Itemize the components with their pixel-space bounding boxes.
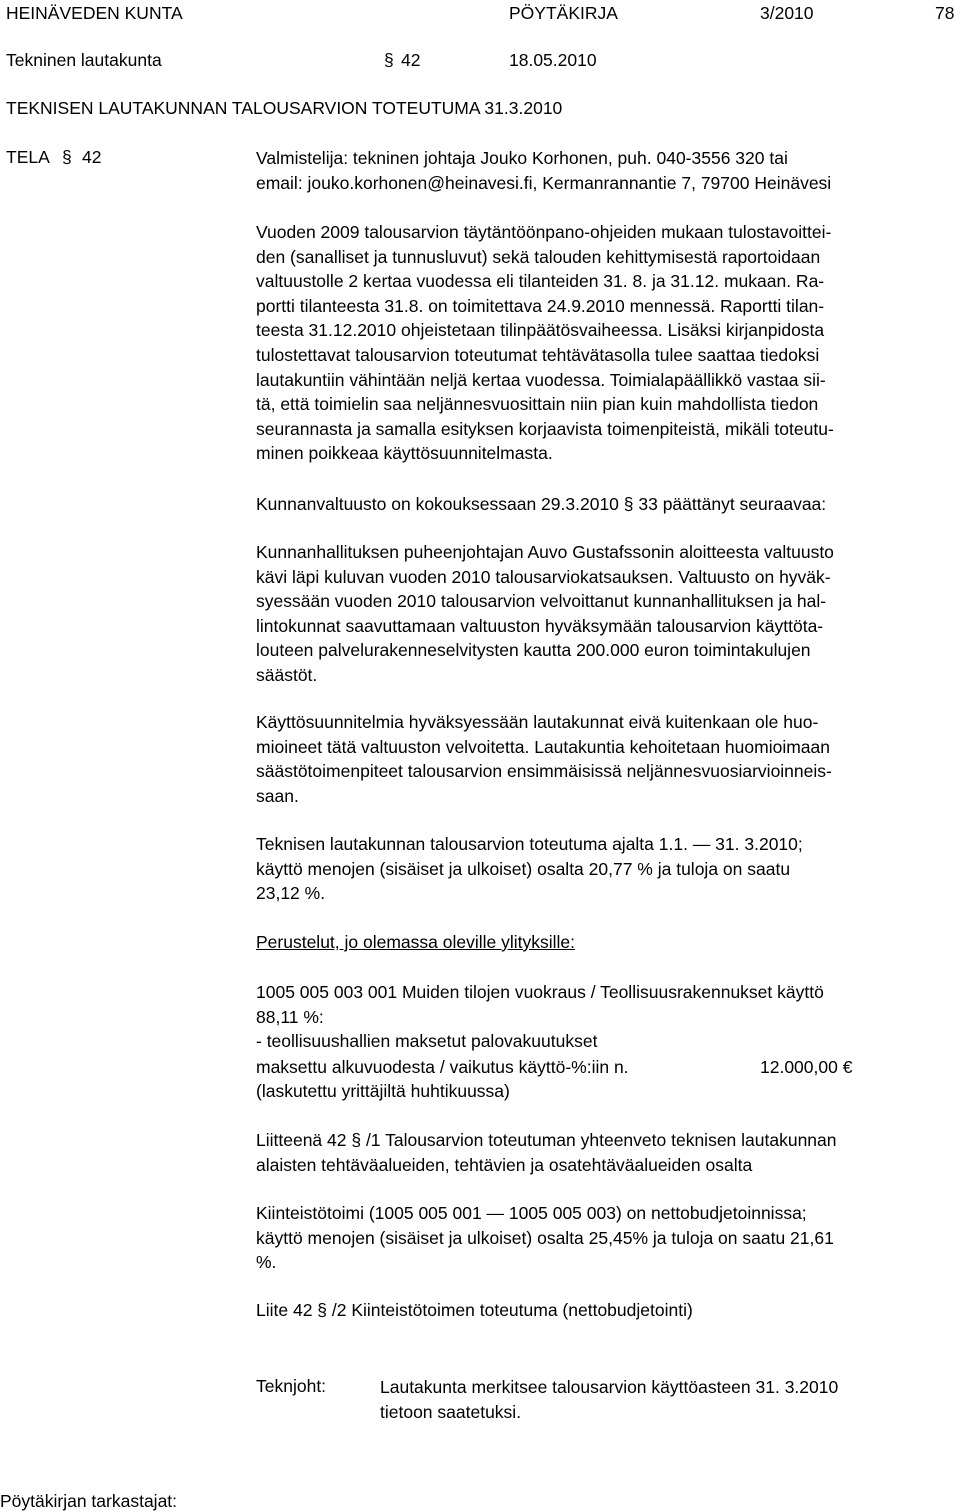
- tela-number: 42: [82, 147, 102, 167]
- meeting-date: 18.05.2010: [509, 50, 597, 70]
- section-sign: §: [384, 50, 394, 70]
- paragraph-savings-obligation: Käyttösuunnitelmia hyväksyessään lautakunnat eivä kuitenkaan ole huo- mioineet tätä valtuuston velvoitetta. Lautakuntia kehoitetaan huomioimaan säästötoimenpiteet talousarvion ensimmäisissä neljännesvuosiarvioinneis- saan.: [256, 712, 832, 806]
- paragraph-council-decision: Kunnanvaltuusto on kokouksessaan 29.3.2010 § 33 päättänyt seuraavaa:: [256, 494, 827, 514]
- appendix-2-reference: Liite 42 § /2 Kiinteistötoimen toteutuma (nettobudjetointi): [256, 1300, 693, 1320]
- tela-label: TELA: [6, 147, 50, 167]
- proposal-label: Teknjoht:: [256, 1376, 327, 1396]
- document-title: TEKNISEN LAUTAKUNNAN TALOUSARVION TOTEUTUMA 31.3.2010: [6, 98, 563, 118]
- proposal-text: Lautakunta merkitsee talousarvion käyttöasteen 31. 3.2010 tietoon saatetuksi.: [380, 1377, 839, 1422]
- footer-reviewers: Pöytäkirjan tarkastajat:: [0, 1491, 178, 1511]
- committee-name: Tekninen lautakunta: [6, 50, 162, 70]
- paid-line-text: maksettu alkuvuodesta / vaikutus käyttö-%:iin n.: [256, 1057, 629, 1077]
- tela-section-sign: §: [62, 147, 72, 167]
- appendix-1-reference: Liitteenä 42 § /1 Talousarvion toteutuman yhteenveto teknisen lautakunnan alaisten tehtäväalueiden, tehtävien ja osatehtäväalueiden osalta: [256, 1130, 837, 1175]
- page-number: 78: [935, 3, 955, 23]
- paid-line-amount: 12.000,00 €: [760, 1057, 853, 1077]
- preparer-info: Valmistelija: tekninen johtaja Jouko Korhonen, puh. 040-3556 320 tai email: jouko.korhonen@heinavesi.fi, Kermanrannantie 7, 79700 Heinävesi: [256, 148, 832, 193]
- justification-heading: Perustelut, jo olemassa oleville ylityksille:: [256, 932, 576, 952]
- paragraph-overrun-rental: 1005 005 003 001 Muiden tilojen vuokraus / Teollisuusrakennukset käyttö 88,11 %: - teollisuushallien maksetut palovakuutukset: [256, 982, 824, 1052]
- paragraph-real-estate: Kiinteistötoimi (1005 005 001 — 1005 005 003) on nettobudjetoinnissa; käyttö menojen (sisäiset ja ulkoiset) osalta 25,45% ja tuloja on saatu 21,61 %.: [256, 1203, 834, 1273]
- paragraph-budget-realization: Teknisen lautakunnan talousarvion toteutuma ajalta 1.1. — 31. 3.2010; käyttö menojen (sisäiset ja ulkoiset) osalta 20,77 % ja tuloja on saatu 23,12 %.: [256, 834, 803, 904]
- organization-name: HEINÄVEDEN KUNTA: [6, 3, 183, 23]
- document-type: PÖYTÄKIRJA: [509, 3, 618, 23]
- paragraph-reporting-rules: Vuoden 2009 talousarvion täytäntöönpano-ohjeiden mukaan tulostavoittei- den (sanalliset ja tunnusluvut) sekä talouden kehittymisestä raportoidaan valtuustolle 2 kertaa vuodessa eli tilanteiden 31. 8. ja 31.12. mukaan. Ra- portti tilanteesta 31.8. on toimitettava 24.9.2010 mennessä. Raportti tilan- teesta 31.12.2010 ohjeistetaan tilinpäätösvaiheessa. Lisäksi kirjanpidosta tulostettavat talousarvion toteutumat tehtävätasolla tulee saattaa tiedoksi lautakuntiin vähintään neljä kertaa vuodessa. Toimialapäällikkö vastaa sii- tä, että toimielin saa neljännesvuosittain niin pian kuin mahdollista tiedon seurannasta ja samalla esityksen korjaavista toimenpiteistä, mikäli toteutu- minen poikkeaa käyttösuunnitelmasta.: [256, 222, 834, 464]
- paid-line-note: (laskutettu yrittäjiltä huhtikuussa): [256, 1081, 510, 1101]
- section-number: 42: [401, 50, 421, 70]
- document-number: 3/2010: [760, 3, 814, 23]
- paragraph-budget-review: Kunnanhallituksen puheenjohtajan Auvo Gustafssonin aloitteesta valtuusto kävi läpi kuluvan vuoden 2010 talousarviokatsauksen. Valtuusto on hyväk- syessään vuoden 2010 talousarvion velvoittanut kunnanhallituksen ja hal- lintokunnat saavuttamaan valtuuston hyväksymään talousarvion käyttöta- louteen palvelurakenneselvitysten kautta 200.000 euron toimintakulujen säästöt.: [256, 542, 834, 685]
